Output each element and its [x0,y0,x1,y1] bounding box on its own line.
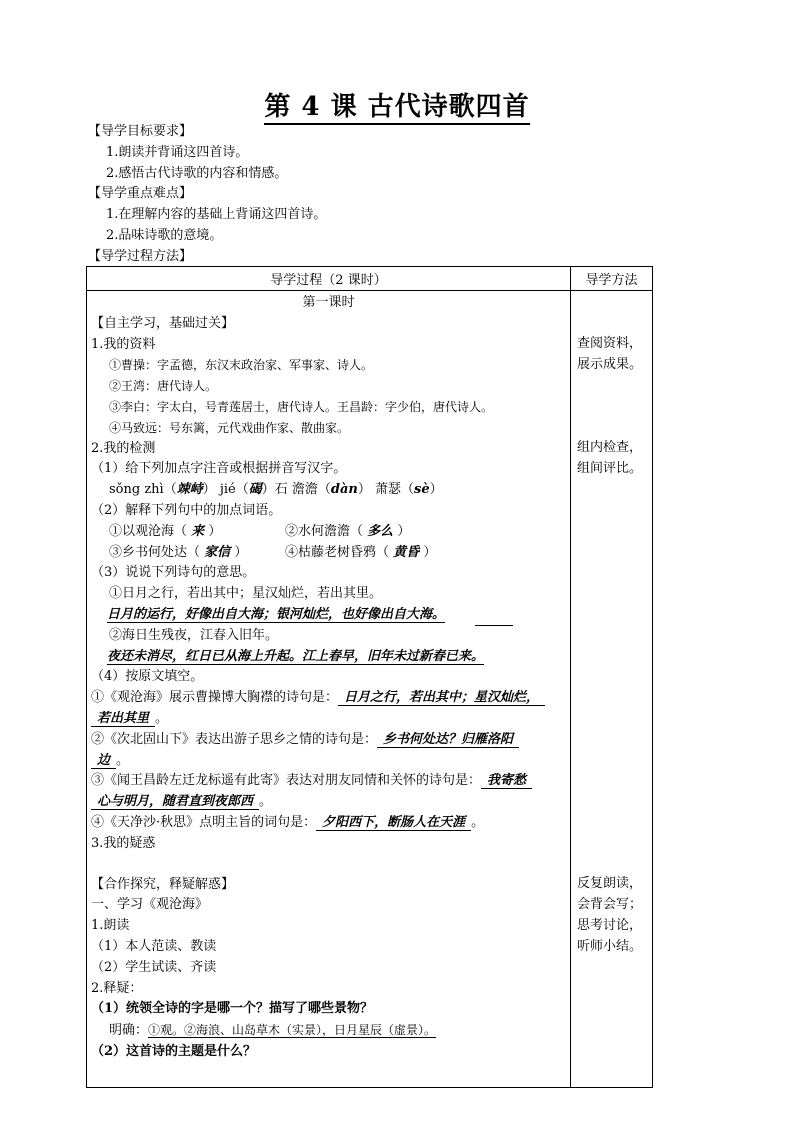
author-line: ①曹操：字孟德，东汉末政治家、军事家、诗人。 [109,358,374,373]
answer-line: 明确：①观。②海浪、山岛草木（实景），日月星辰（虚景）。 [109,1023,437,1039]
period-label: 第一课时 [302,295,355,310]
author-line: ②王湾：唐代诗人。 [109,379,218,394]
author-line: ③李白：字太白，号青莲居士，唐代诗人。王昌龄：字少伯，唐代诗人。 [109,399,494,414]
discussion-question: （1）统领全诗的字是哪一个？描写了哪些景物？ [91,1001,374,1017]
answer: 黄昏 [393,544,420,560]
answer-line [91,605,566,626]
goal-item: 2.感悟古代诗歌的内容和情感。 [106,165,288,181]
pinyin-line: sǒng zhì（竦峙） jié（碣）石 澹澹（dàn） 萧瑟（sè） [109,482,443,498]
answer: dàn [330,482,358,498]
learning-process-table [86,266,653,1088]
method-note: 组内检查， 组间评比。 [577,440,643,476]
col-header-method: 导学方法 [571,267,653,291]
answer: 乡书何处达？归雁洛阳 [377,732,519,748]
item-heading: 2.释疑： [91,980,143,996]
fill-question: ②《次北固山下》表达出游子思乡之情的诗句是： 乡书何处达？归雁洛阳 [91,730,566,751]
answer: 若出其里 [91,711,155,727]
process-cell [87,291,570,1087]
answer: 我寄愁 [481,773,532,789]
question: （1）给下列加点字注音或根据拼音写汉字。 [91,461,347,477]
focus-item: 1.在理解内容的基础上背诵这四首诗。 [106,207,327,223]
word-row: ③乡书何处达（ 家信 ） ④枯藤老树昏鸦（ 黄昏 ） [109,544,437,560]
fill-question-cont: 若出其里 。 [91,709,566,730]
method-cell [571,291,652,1087]
item-heading: 1.我的资料 [91,336,156,352]
question: （3）说说下列诗句的意思。 [91,565,256,581]
answer: ①观。②海浪、山岛草木（实景），日月星辰（虚景）。 [148,1023,437,1038]
answer: 夜还未消尽，红日已从海上升起。江上春早，旧年未过新春已来。 [107,648,485,664]
word-row: ①以观沧海（ 来 ） ②水何澹澹（ 多么 ） [109,523,411,539]
answer-blank [475,612,513,626]
method-note: 查阅资料， 展示成果。 [577,336,643,372]
fill-question-cont: 边 。 [91,751,566,772]
answer: 心与明月，随君直到夜郎西 [91,794,259,810]
read-step: （2）学生试读、齐读 [91,959,217,975]
section-header: 【合作探究，释疑解惑】 [91,876,235,892]
method-note: 反复朗读， 会背会写； 思考讨论， 听师小结。 [577,876,643,954]
question: （2）解释下列句中的加点词语。 [91,502,282,518]
answer-line [91,647,566,668]
fill-question: ③《闻王昌龄左迁龙标遥有此寄》表达对朋友同情和关怀的诗句是： 我寄愁 [91,771,566,792]
goals-header: 【导学目标要求】 [88,124,193,139]
author-line: ④马致远：号东篱，元代戏曲作家、散曲家。 [109,420,350,435]
answer: sè [414,482,430,498]
read-step: （1）本人范读、教读 [91,938,217,954]
answer: 竦峙 [176,482,203,498]
answer: 夕阳西下，断肠人在天涯 [316,815,471,831]
page-title: 第 4 课 古代诗歌四首 [0,86,794,123]
answer: 日月之行，若出其中；星汉灿烂， [338,690,545,706]
section-header: 【自主学习，基础过关】 [91,315,235,331]
fill-question-cont: 心与明月，随君直到夜郎西 。 [91,792,566,813]
answer: 多么 [367,523,394,539]
col-header-process: 导学过程（2 课时） [87,267,571,291]
lesson-objectives [88,122,568,268]
fill-question: ①《观沧海》展示曹操博大胸襟的诗句是： 日月之行，若出其中；星汉灿烂， [91,688,566,709]
part-heading: 一、学习《观沧海》 [91,897,209,913]
answer: 来 [191,523,205,539]
poem-line: ②海日生残夜，江春入旧年。 [109,627,279,643]
discussion-question: （2）这首诗的主题是什么？ [91,1043,257,1059]
poem-line: ①日月之行，若出其中；星汉灿烂，若出其里。 [109,586,383,602]
fill-question: ④《天净沙·秋思》点明主旨的词句是： 夕阳西下，断肠人在天涯 。 [91,814,485,830]
focus-item: 2.品味诗歌的意境。 [106,227,223,243]
question: （4）按原文填空。 [91,669,204,685]
item-heading: 1.朗读 [91,918,130,934]
method-header: 【导学过程方法】 [88,248,193,264]
answer: 边 [91,753,116,769]
answer: 日月的运行，好像出自大海；银河灿烂，也好像出自大海。 [107,606,446,622]
item-heading: 3.我的疑惑 [91,835,156,851]
answer: 家信 [204,544,231,560]
focus-header: 【导学重点难点】 [88,186,193,202]
item-heading: 2.我的检测 [91,440,156,456]
answer: 碣 [248,482,262,498]
goal-item: 1.朗读并背诵这四首诗。 [106,144,249,160]
